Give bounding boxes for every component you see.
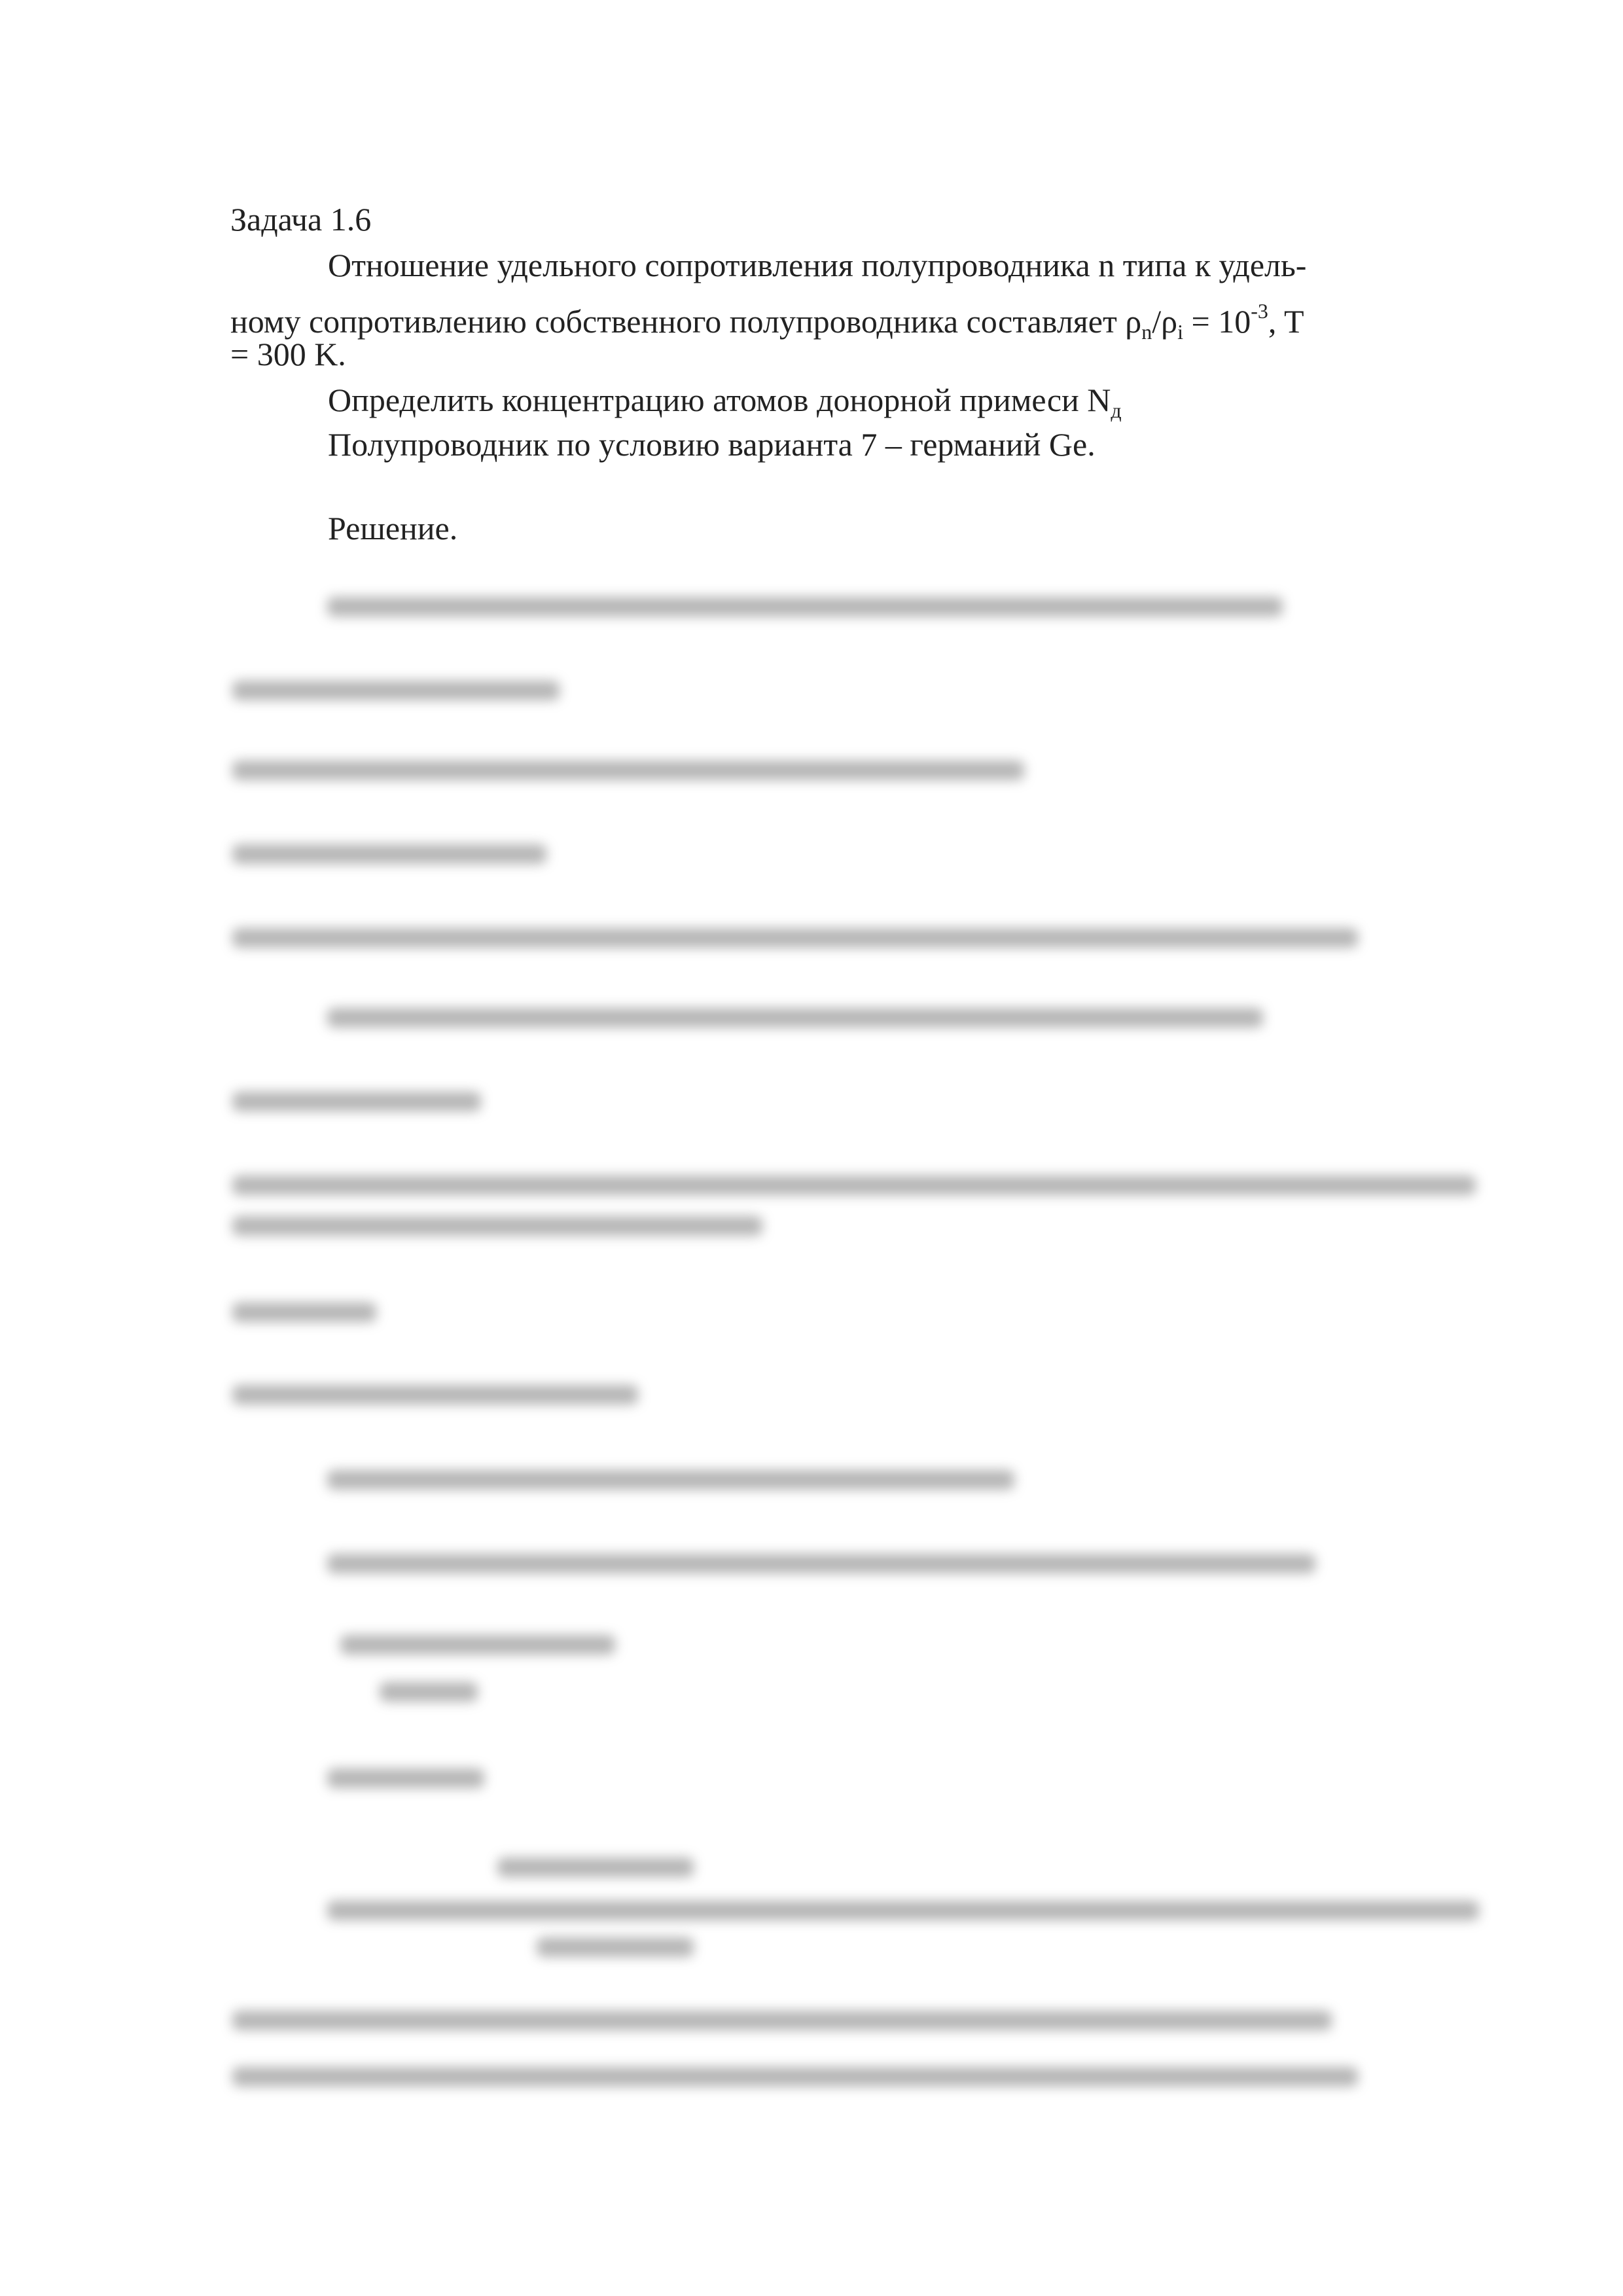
- slash-rho: /ρ: [1152, 303, 1178, 340]
- blurred-line: [232, 761, 1024, 780]
- blurred-line: [232, 2067, 1358, 2087]
- blurred-line: [497, 1857, 694, 1877]
- blurred-line: [327, 1470, 1014, 1490]
- blurred-line: [327, 597, 1283, 617]
- blurred-line: [232, 1092, 481, 1111]
- subscript-n: n: [1141, 320, 1152, 344]
- condition-line-2: [230, 289, 1304, 353]
- condition-line-2-suffix: , T: [1268, 303, 1304, 340]
- equals-ten: = 10: [1183, 303, 1251, 340]
- subscript-i: i: [1177, 320, 1183, 344]
- blurred-line: [232, 681, 560, 700]
- blurred-line: [232, 1302, 376, 1322]
- problem-title: Задача 1.6: [230, 201, 372, 238]
- blurred-line: [232, 1216, 762, 1236]
- blurred-line: [327, 1901, 1479, 1920]
- blurred-line: [232, 928, 1358, 948]
- solution-heading: Решение.: [328, 510, 458, 547]
- blurred-line: [327, 1768, 484, 1788]
- blurred-line: [232, 844, 546, 864]
- task-statement-text: Определить концентрацию атомов донорной примеси N: [328, 382, 1111, 418]
- condition-line-1: Отношение удельного сопротивления полупроводника n типа к удель-: [328, 247, 1307, 283]
- subscript-d: д: [1111, 399, 1122, 422]
- blurred-line: [340, 1635, 615, 1655]
- blurred-line: [537, 1937, 694, 1957]
- blurred-line: [232, 2011, 1332, 2030]
- blurred-line: [327, 1554, 1315, 1573]
- blurred-line: [380, 1682, 478, 1702]
- condition-line-2-text: ному сопротивлению собственного полупроводника составляет ρ: [230, 303, 1142, 340]
- blurred-line: [232, 1175, 1476, 1195]
- condition-line-3: = 300 K.: [230, 336, 346, 372]
- blurred-line: [232, 1385, 638, 1405]
- exponent: -3: [1251, 299, 1268, 323]
- blurred-line: [327, 1008, 1263, 1028]
- variant-statement: Полупроводник по условию варианта 7 – германий Ge.: [328, 426, 1096, 463]
